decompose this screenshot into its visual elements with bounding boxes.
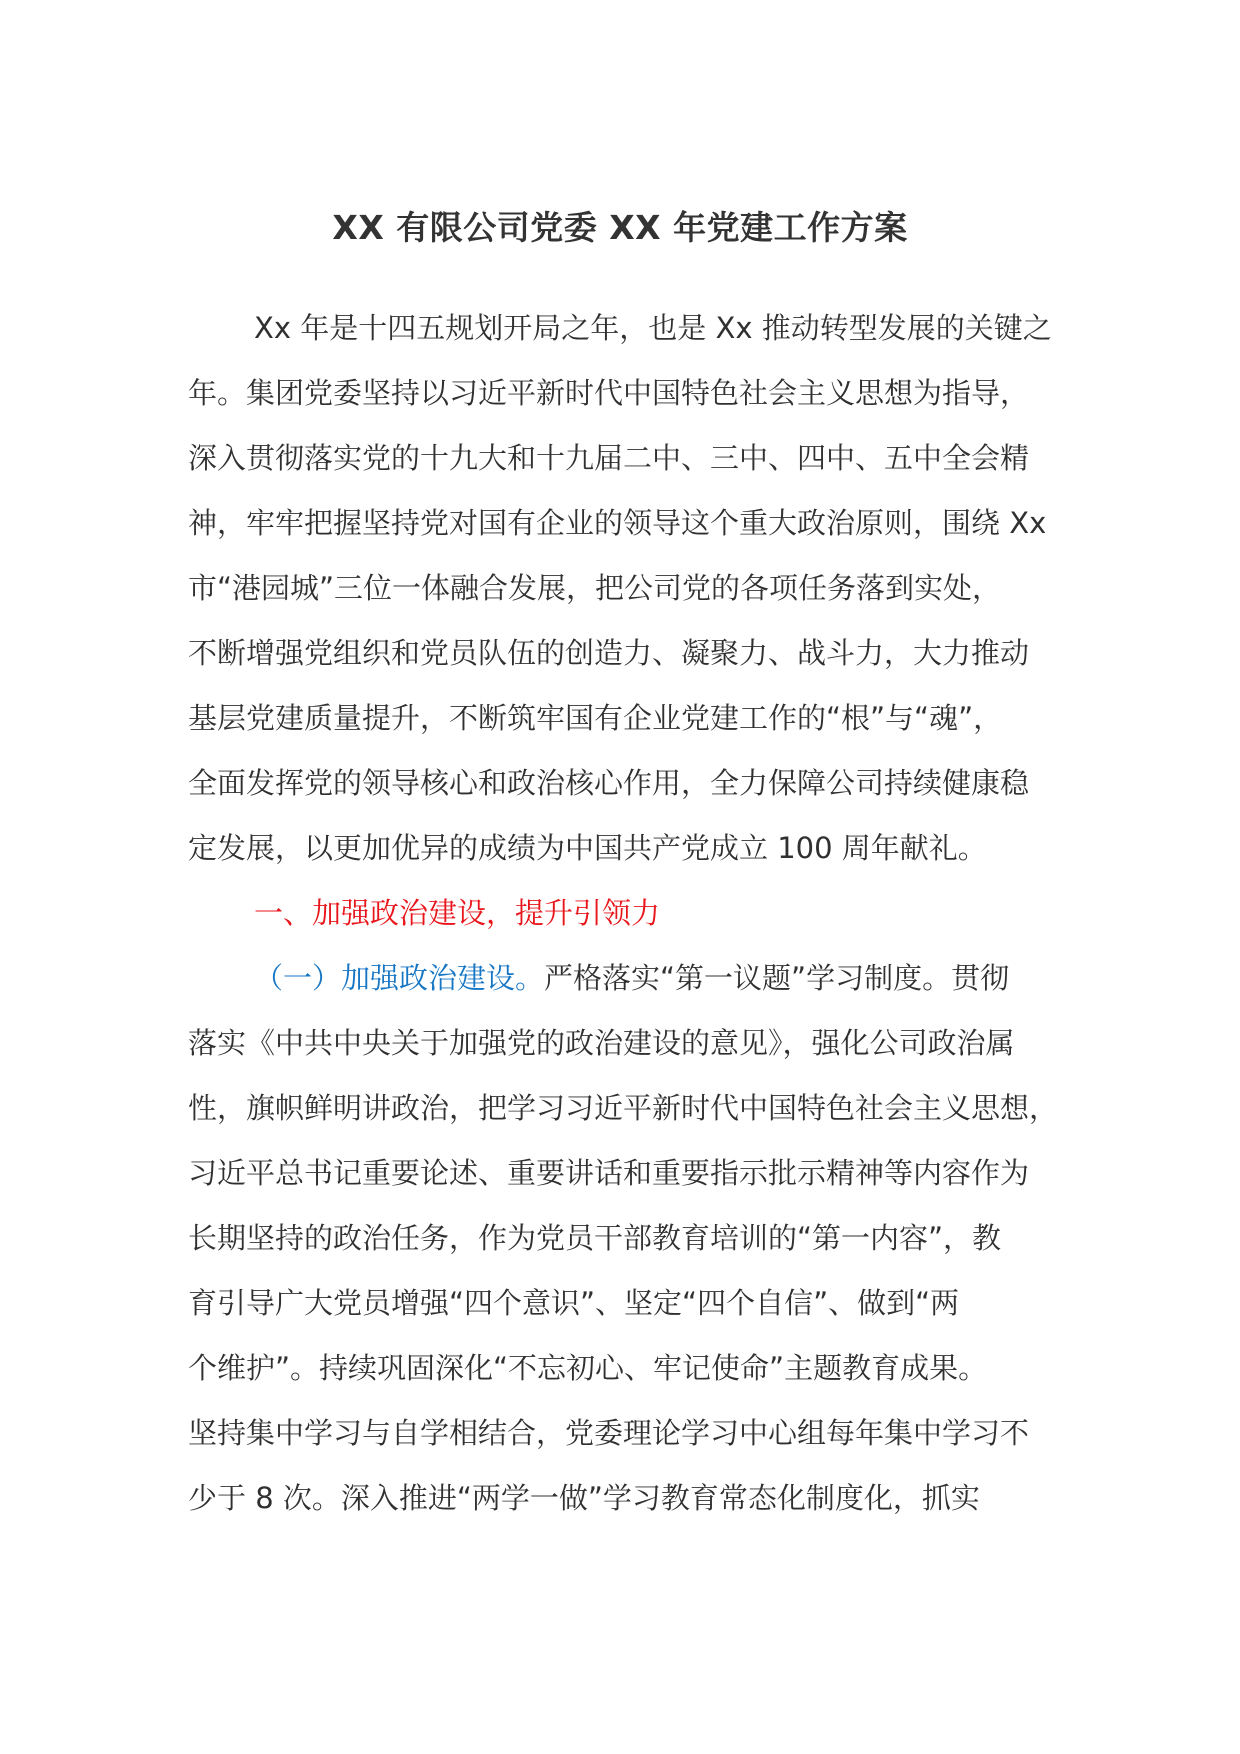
- paragraph-line: 少于 8 次。深入推进“两学一做”学习教育常态化制度化，抓实: [188, 1481, 980, 1515]
- paragraph-line: 长期坚持的政治任务，作为党员干部教育培训的“第一内容”，教: [188, 1221, 1002, 1255]
- subsection-heading: （一）加强政治建设。: [254, 961, 545, 995]
- paragraph-line: Xx 年是十四五规划开局之年，也是 Xx 推动转型发展的关键之: [254, 311, 1052, 345]
- paragraph-line: 育引导广大党员增强“四个意识”、坚定“四个自信”、做到“两: [188, 1286, 960, 1320]
- section-heading: 一、加强政治建设，提升引领力: [254, 896, 661, 930]
- paragraph-line: 习近平总书记重要论述、重要讲话和重要指示批示精神等内容作为: [188, 1156, 1030, 1190]
- paragraph-line: 坚持集中学习与自学相结合，党委理论学习中心组每年集中学习不: [188, 1416, 1030, 1450]
- paragraph-line: 落实《中共中央关于加强党的政治建设的意见》，强化公司政治属: [188, 1026, 1015, 1060]
- document-title: XX 有限公司党委 XX 年党建工作方案: [332, 208, 908, 247]
- subsection-first-line: [188, 946, 1068, 1011]
- paragraph-line: 年。集团党委坚持以习近平新时代中国特色社会主义思想为指导，: [188, 376, 1030, 410]
- section-heading-block: [188, 881, 1068, 946]
- paragraph-line: 性，旗帜鲜明讲政治，把学习习近平新时代中国特色社会主义思想，: [188, 1091, 1059, 1125]
- paragraph-line: 定发展，以更加优异的成绩为中国共产党成立 100 周年献礼。: [188, 831, 987, 865]
- paragraph-line: 基层党建质量提升，不断筑牢国有企业党建工作的“根”与“魂”，: [188, 701, 1003, 735]
- paragraph-line: 市“港园城”三位一体融合发展，把公司党的各项任务落到实处，: [188, 571, 1002, 605]
- paragraph-line: 深入贯彻落实党的十九大和十九届二中、三中、四中、五中全会精: [188, 441, 1030, 475]
- paragraph-line: 个维护”。持续巩固深化“不忘初心、牢记使命”主题教育成果。: [188, 1351, 988, 1385]
- paragraph-line: 不断增强党组织和党员队伍的创造力、凝聚力、战斗力，大力推动: [188, 636, 1030, 670]
- subsection-paragraph: [188, 946, 1068, 1531]
- paragraph-line: 神，牢牢把握坚持党对国有企业的领导这个重大政治原则，围绕 Xx: [188, 506, 1047, 540]
- subsection-first-line-text: 严格落实“第一议题”学习制度。贯彻: [544, 961, 1010, 995]
- intro-paragraph: [188, 296, 1068, 881]
- paragraph-line: 全面发挥党的领导核心和政治核心作用，全力保障公司持续健康稳: [188, 766, 1030, 800]
